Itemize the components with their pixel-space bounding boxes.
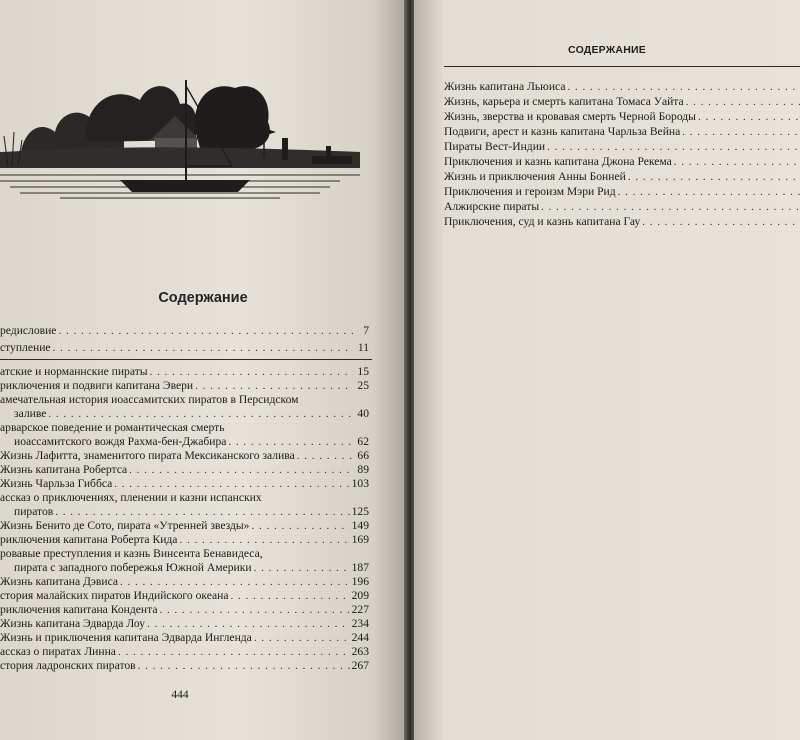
toc-entry <box>0 561 372 575</box>
toc-entry-page: 15 <box>357 365 369 378</box>
toc-entry-page: 40 <box>357 407 369 420</box>
right-page <box>414 0 800 740</box>
toc-entry-page: 103 <box>351 477 369 490</box>
toc-entry <box>444 170 800 184</box>
toc-entry <box>444 95 800 109</box>
leader-dots <box>159 603 349 617</box>
toc-entry-text: Жизнь Чарльза Гиббса <box>0 477 113 490</box>
toc-entry-text: Жизнь, зверства и кровавая смерть Черной Бороды <box>444 110 696 123</box>
toc-entry-page: 149 <box>351 519 369 532</box>
engraving-illustration-icon <box>0 40 370 200</box>
toc-entry <box>0 617 372 631</box>
leader-dots <box>682 125 800 139</box>
leader-dots <box>297 449 353 463</box>
leader-dots <box>231 589 350 603</box>
toc-entry-page: 66 <box>357 449 369 462</box>
header-rule <box>444 66 800 67</box>
toc-entry-text: Жизнь и приключения Анны Бонней <box>444 170 626 183</box>
toc-entry-page: 244 <box>351 631 369 644</box>
toc-entry-page: 263 <box>351 645 369 658</box>
toc-entry <box>0 631 372 645</box>
toc-entry <box>0 589 372 603</box>
toc-entry-text: Приключения и героизм Мэри Рид <box>444 185 616 198</box>
leader-dots <box>114 477 349 491</box>
toc-entry-text: ассказ о пиратах Линна <box>0 645 116 658</box>
toc-entry-text: Жизнь капитана Льюиса <box>444 80 566 93</box>
toc-entry <box>0 324 372 338</box>
toc-entry-text: риключения и подвиги капитана Эвери <box>0 379 194 392</box>
toc-entry-page: 62 <box>357 435 369 448</box>
leader-dots <box>251 519 349 533</box>
leader-dots <box>254 561 350 575</box>
toc-entry-text: Приключения и казнь капитана Джона Рекема <box>444 155 672 168</box>
toc-entry-text: Приключения, суд и казнь капитана Гау <box>444 215 641 228</box>
leader-dots <box>674 155 800 169</box>
leader-dots <box>129 463 353 477</box>
toc-entry-text: риключения капитана Кондента <box>0 603 158 616</box>
toc-entry-text: Подвиги, арест и казнь капитана Чарльза Вейна <box>444 125 681 138</box>
running-header: СОДЕРЖАНИЕ <box>568 44 646 56</box>
toc-entry-page: 227 <box>351 603 369 616</box>
leader-dots <box>686 95 800 109</box>
leader-dots <box>55 505 349 519</box>
toc-entry <box>0 393 372 407</box>
toc-entry-page: 196 <box>351 575 369 588</box>
toc-entry <box>444 140 800 154</box>
leader-dots <box>541 200 800 214</box>
leader-dots <box>58 324 353 338</box>
toc-entry <box>0 547 372 561</box>
toc-entry <box>0 505 372 519</box>
leader-dots <box>618 185 800 199</box>
toc-entry-page: 7 <box>363 324 369 337</box>
toc-title: Содержание <box>158 290 248 306</box>
toc-entry-page: 267 <box>351 659 369 672</box>
leader-dots <box>147 617 350 631</box>
toc-entry <box>0 407 372 421</box>
leader-dots <box>179 533 349 547</box>
toc-entry-text: пирата с западного побережья Южной Америки <box>14 561 252 574</box>
page-number: 444 <box>171 689 189 701</box>
toc-entry-text: заливе <box>14 407 47 420</box>
leader-dots <box>150 365 353 379</box>
toc-entry-text: ступление <box>0 341 51 354</box>
toc-entry <box>0 341 372 355</box>
toc-entry-page: 169 <box>351 533 369 546</box>
leader-dots <box>228 435 353 449</box>
toc-entry <box>444 200 800 214</box>
toc-entry-text: стория малайских пиратов Индийского океана <box>0 589 229 602</box>
toc-entry <box>0 449 372 463</box>
toc-entry <box>0 379 372 393</box>
toc-entry <box>0 645 372 659</box>
leader-dots <box>138 659 350 673</box>
toc-entry <box>0 491 372 505</box>
leader-dots <box>254 631 350 645</box>
toc-entry-page: 187 <box>351 561 369 574</box>
toc-entry-text: иоассамитского вождя Рахма-бен-Джабира <box>14 435 227 448</box>
leader-dots <box>698 110 800 124</box>
toc-entry <box>444 110 800 124</box>
toc-entry-page: 11 <box>357 341 369 354</box>
toc-entry-text: Жизнь, карьера и смерть капитана Томаса Уайта <box>444 95 684 108</box>
toc-entry <box>444 185 800 199</box>
toc-entry-text: Жизнь Бенито де Сото, пирата «Утренней звезды» <box>0 519 250 532</box>
toc-entry-text: атские и норманнские пираты <box>0 365 148 378</box>
toc-entry-page: 89 <box>357 463 369 476</box>
toc-entry-page: 25 <box>357 379 369 392</box>
toc-entry <box>444 80 800 94</box>
toc-entry-text: пиратов <box>14 505 54 518</box>
leader-dots <box>567 80 800 94</box>
toc-entry-text: риключения капитана Роберта Кида <box>0 533 178 546</box>
toc-entry-text: Алжирские пираты <box>444 200 540 213</box>
leader-dots <box>628 170 800 184</box>
toc-entry-text: Жизнь капитана Робертса <box>0 463 128 476</box>
toc-entry <box>444 155 800 169</box>
toc-entry <box>0 421 372 435</box>
toc-entry-text: Жизнь капитана Эдварда Лоу <box>0 617 146 630</box>
toc-entry <box>0 365 372 379</box>
toc-entry-text: стория ладронских пиратов <box>0 659 136 672</box>
toc-entry-text: Жизнь Лафитта, знаменитого пирата Мексиканского залива <box>0 449 295 462</box>
leader-dots <box>48 407 353 421</box>
leader-dots <box>120 575 350 589</box>
leader-dots <box>642 215 800 229</box>
toc-entry-text: арварское поведение и романтическая смерть <box>0 421 225 434</box>
toc-entry-text: Жизнь капитана Дэвиса <box>0 575 119 588</box>
toc-entry-text: ровавые преступления и казнь Винсента Бенавидеса, <box>0 547 263 560</box>
toc-entry-text: Пираты Вест-Индии <box>444 140 546 153</box>
leader-dots <box>195 379 353 393</box>
toc-entry-text: Жизнь и приключения капитана Эдварда Ингленда <box>0 631 252 644</box>
toc-entry-page: 209 <box>351 589 369 602</box>
section-divider <box>0 359 372 360</box>
toc-entry <box>0 477 372 491</box>
toc-entry <box>0 463 372 477</box>
toc-entry-text: редисловие <box>0 324 57 337</box>
toc-entry <box>444 125 800 139</box>
toc-entry <box>0 533 372 547</box>
leader-dots <box>547 140 800 154</box>
toc-entry-page: 234 <box>351 617 369 630</box>
toc-entry-text: амечательная история иоассамитских пиратов в Персидском <box>0 393 299 406</box>
toc-entry <box>0 435 372 449</box>
toc-entry <box>0 519 372 533</box>
toc-entry <box>444 215 800 229</box>
toc-entry <box>0 575 372 589</box>
leader-dots <box>53 341 353 355</box>
toc-entry <box>0 659 372 673</box>
leader-dots <box>118 645 350 659</box>
toc-entry-text: ассказ о приключениях, пленении и казни испанских <box>0 491 262 504</box>
toc-entry <box>0 603 372 617</box>
toc-entry-page: 125 <box>351 505 369 518</box>
